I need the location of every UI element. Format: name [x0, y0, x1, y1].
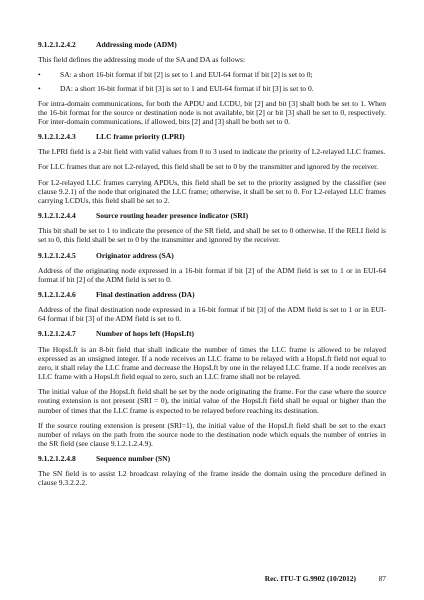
section-heading — [38, 132, 386, 141]
paragraph: The HopsLft is an 8-bit field that shall indicate the number of times the LLC frame is allowed to be relayed expressed as an unsigned integer. If a node receives an LLC frame to be relayed with a HopsLft field not equal to zero, it shall relay the LLC frame and decrease the HopsLft by one in the relayed LLC frame. If a node receives an LLC frame with a HopsLft field equal to zero, such an LLC frame shall not be relayed. — [38, 344, 386, 382]
paragraph: This field defines the addressing mode of the SA and DA as follows: — [38, 55, 246, 65]
section-number: 9.1.2.1.2.4.4 — [38, 211, 76, 221]
section-number: 9.1.2.1.2.4.3 — [38, 132, 76, 142]
bullet-icon: • — [38, 70, 41, 80]
paragraph: For intra-domain communications, for both the APDU and LCDU, bit [2] and bit [3] shall both be set to 1. When the 16-bit format for the source or destination node is not available, bit [2] or bit [3] shall be set to 0, respectively. For inter-domain communications, if allowed, bits [2] and [3] shall be both set to 0. — [38, 98, 386, 126]
section-heading — [38, 251, 386, 260]
paragraph: The LPRI field is a 2-bit field with valid values from 0 to 3 used to indicate the priority of L2-relayed LLC frames. — [38, 147, 386, 157]
section-heading — [38, 40, 386, 49]
section-heading — [38, 454, 386, 463]
page-number: 87 — [378, 574, 386, 583]
section-number: 9.1.2.1.2.4.7 — [38, 329, 76, 339]
section-heading — [38, 290, 386, 299]
section-heading — [38, 211, 386, 220]
section-title: Final destination address (DA) — [96, 289, 195, 299]
paragraph: The SN field is to assist L2 broadcast relaying of the frame inside the domain using the procedure defined in clause 9.3.2.2.2. — [38, 469, 386, 488]
section-number: 9.1.2.1.2.4.5 — [38, 250, 76, 260]
paragraph: The initial value of the HopsLft field shall be set by the node originating the frame. For the case where the source routing extension is not present (SRI = 0), the initial value of the HopsLft field shall be equal or higher than the number of times that the LLC frame is expected to be relayed before reaching its destination. — [38, 387, 386, 415]
section-title: Number of hops left (HopsLft) — [96, 329, 194, 339]
section-heading — [38, 329, 386, 338]
paragraph: If the source routing extension is present (SRI=1), the initial value of the HopsLft field shall be set to the exact number of relays on the path from the source node to the destination node which equals the number of entries in the SR field (see clause 9.1.2.1.2.4.9). — [38, 420, 386, 448]
bullet-icon: • — [38, 84, 41, 94]
section-title: Source routing header presence indicator (SRI) — [96, 211, 249, 221]
section-title: Addressing mode (ADM) — [96, 40, 177, 49]
paragraph: Address of the originating node expressed in a 16-bit format if bit [2] of the ADM field is set to 1 or in EUI-64 format if bit [2] of the ADM field is set to 0. — [38, 265, 386, 284]
section-title: Originator address (SA) — [96, 250, 174, 260]
paragraph: For LLC frames that are not L2-relayed, this field shall be set to 0 by the transmitter and ignored by the receiver. — [38, 162, 379, 172]
page-footer — [38, 574, 386, 584]
paragraph: This bit shall be set to 1 to indicate the presence of the SR field, and shall be set to 0 otherwise. If the RELI field is set to 0, this field shall be set to 0 by the transmitter and ignored by the receiver. — [38, 226, 386, 245]
section-number: 9.1.2.1.2.4.8 — [38, 454, 76, 464]
section-title: Sequence number (SN) — [96, 454, 171, 464]
recommendation-reference: Rec. ITU-T G.9902 (10/2012) — [264, 574, 356, 583]
bullet-text: DA: a short 16-bit format if bit [3] is set to 1 and EUI-64 format if bit [3] is set to 0. — [60, 84, 314, 94]
bullet-text: SA: a short 16-bit format if bit [2] is set to 1 and EUI-64 format if bit [2] is set to 0; — [60, 70, 313, 80]
section-number: 9.1.2.1.2.4.2 — [38, 40, 76, 49]
section-title: LLC frame priority (LPRI) — [96, 132, 185, 142]
section-number: 9.1.2.1.2.4.6 — [38, 289, 76, 299]
bullet-item — [38, 84, 386, 93]
paragraph: For L2-relayed LLC frames carrying APDUs, this field shall be set to the priority assigned by the classifier (see clause 9.2.1) of the node that originated the LLC frame; otherwise, it shall be set to 0. For L2-relayed LLC frames carrying LCDUs, this field shall be set to 2. — [38, 177, 386, 205]
bullet-item — [38, 70, 386, 79]
document-body — [38, 40, 386, 494]
paragraph: Address of the final destination node expressed in a 16-bit format if bit [3] of the ADM field is set to 1 or in EUI-64 format if bit [3] of the ADM field is set to 0. — [38, 305, 386, 324]
